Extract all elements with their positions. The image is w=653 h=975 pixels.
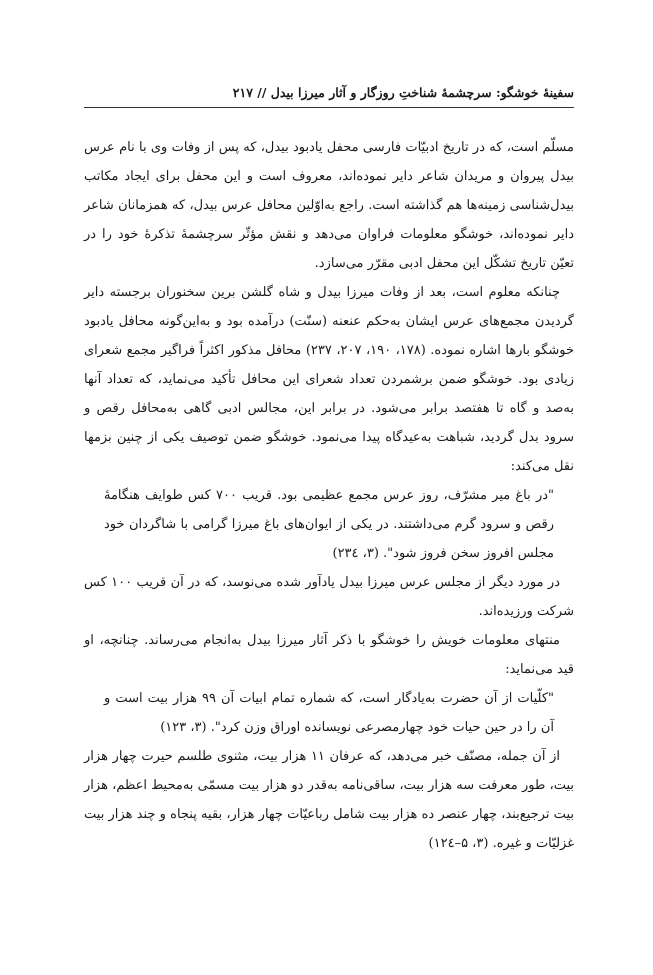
paragraph-2: چنانکه معلوم است، بعد از وفات میرزا بیدل و شاه گلشن برین سخنوران برجسته دایر گردیدن مجمع‌های عرس ایشان به‌حکم عنعنه (سنّت) درآمده بود و به‌این‌گونه محافل یادبود خوشگو بارها اشاره نموده. (۱۷۸، ۱۹۰، ۲۰۷، ۲۳۷) محافل مذکور اکثراً فراگیر مجمع شعرای زیادی بود. خوشگو ضمن برشمردن تعداد شعرای این محافل تأکید می‌نماید، که تعداد آنها به‌صد و گاه تا هفتصد برابر می‌شود. در برابر این، مجالس ادبی گاهی به‌محافل رقص و سرود بدل گردید، شباهت به‌عیدگاه پیدا می‌نمود. خوشگو ضمن توصیف یکی از چنین بزمها نقل می‌کند: (84, 285, 575, 474)
running-header: سفینهٔ خوشگو: سرچشمهٔ شناختِ روزگار و آثار میرزا بیدل // ۲۱۷ (232, 85, 574, 100)
paragraph-1: مسلّم است، که در تاریخ ادبیّات فارسی محفل یادبود بیدل، که پس از وفات وی با نام عرس بیدل پیروان و مریدان شاعر دایر نموده‌اند، معروف است و این محفل برای ایجاد مکاتب بیدل‌شناسی زمینه‌ها هم گذاشته است. راجع به‌اوّلین محافل عرس بیدل، که همزمانان شاعر دایر نموده‌اند، خوشگو معلومات فراوان می‌دهد و نقش مؤثّر سرچشمهٔ تذکرهٔ خود را در تعیّن تاریخ تشکّل این محفل ادبی مقرّر می‌سازد. (84, 140, 574, 271)
paragraph-3: در مورد دیگر از مجلس عرس میرزا بیدل یادآور شده می‌نوسد، که در آن قریب ۱۰۰ کس شرکت ورزیده‌اند. (84, 575, 574, 619)
quote-2: "کلّیات از آن حضرت به‌یادگار است، که شماره تمام ابیات آن ۹۹ هزار بیت است و آن را در حین حیات خود چهارمصرعی نویسانده اوراق وزن کرد". (۳، ۱۲۳) (104, 691, 554, 735)
paragraph-5: از آن جمله، مصنّف خبر می‌دهد، که عرفان ۱۱ هزار بیت، مثنوی طلسم حیرت چهار هزار بیت، طور معرفت سه هزار بیت، ساقی‌نامه به‌قدر دو هزار بیت مسمّی به‌محیط اعظم، هزار بیت ترجیع‌بند، چهار عنصر ده هزار بیت شامل رباعیّات چهار هزار، بقیه پنجاه و چند هزار بیت غزلیّات و غیره. (۳، ۵–۱۲٤) (84, 749, 574, 851)
paragraph-4: منتهای معلومات خویش را خوشگو با ذکر آثار میرزا بیدل به‌انجام می‌رساند. چنانچه، او قید می‌نماید: (84, 633, 574, 677)
header-rule (84, 107, 574, 108)
body-text (84, 133, 574, 858)
quote-1: "در باغ میر مشرّف، روز عرس مجمع عظیمی بود. قریب ۷۰۰ کس طوایف هنگامهٔ رقص و سرود گرم می‌داشتند. در یکی از ایوان‌های باغ میرزا گرامی با شاگردان خود مجلس افروز سخن فروز شود". (۳، ۲۳٤) (104, 488, 555, 561)
